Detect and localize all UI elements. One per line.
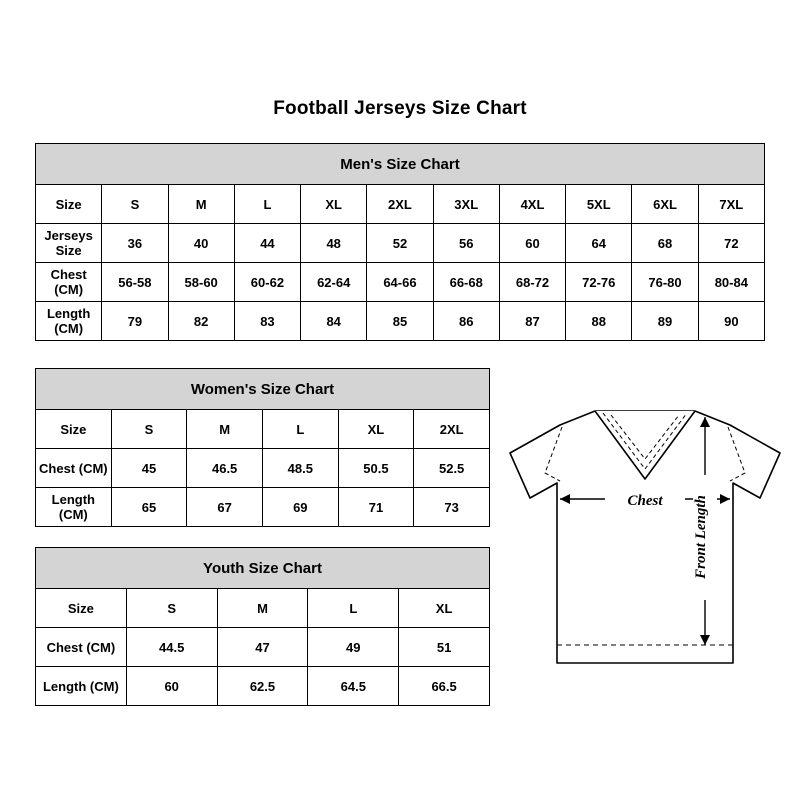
table-header-row [36,369,490,410]
womens-table-header: Women's Size Chart [36,369,490,410]
table-cell: 40 [168,224,234,263]
table-cell: 68-72 [499,263,565,302]
table-cell: 7XL [698,185,764,224]
table-cell: 56 [433,224,499,263]
table-cell: 6XL [632,185,698,224]
table-cell: 60 [499,224,565,263]
row-label: Jerseys Size [36,224,102,263]
row-label: Length (CM) [36,488,112,527]
table-cell: 2XL [367,185,433,224]
table-cell: M [187,410,263,449]
youth-table-header: Youth Size Chart [36,548,490,589]
table-cell: 2XL [414,410,490,449]
table-cell: 49 [308,628,399,667]
row-label: Size [36,589,127,628]
table-cell: 88 [566,302,632,341]
row-label: Size [36,185,102,224]
table-cell: 76-80 [632,263,698,302]
table-cell: 62.5 [217,667,308,706]
table-cell: S [126,589,217,628]
table-cell: 36 [102,224,168,263]
table-cell: 48.5 [262,449,338,488]
table-cell: 72-76 [566,263,632,302]
row-label: Chest (CM) [36,628,127,667]
table-cell: 89 [632,302,698,341]
row-label: Chest (CM) [36,449,112,488]
table-cell: XL [301,185,367,224]
table-row [36,449,490,488]
row-label: Chest (CM) [36,263,102,302]
table-row [36,263,765,302]
table-cell: 64 [566,224,632,263]
table-cell: 44.5 [126,628,217,667]
table-cell: L [262,410,338,449]
table-row [36,302,765,341]
table-cell: 73 [414,488,490,527]
table-cell: 48 [301,224,367,263]
table-cell: 5XL [566,185,632,224]
row-label: Length (CM) [36,302,102,341]
table-cell: 62-64 [301,263,367,302]
table-cell: 4XL [499,185,565,224]
table-cell: 66-68 [433,263,499,302]
table-cell: 80-84 [698,263,764,302]
mens-table-header: Men's Size Chart [36,144,765,185]
table-cell: 72 [698,224,764,263]
table-row [36,488,490,527]
table-cell: 52 [367,224,433,263]
table-cell: 56-58 [102,263,168,302]
row-label: Size [36,410,112,449]
table-cell: 47 [217,628,308,667]
table-cell: 69 [262,488,338,527]
front-length-label: Front Length [693,495,709,579]
table-cell: 51 [399,628,490,667]
table-cell: S [111,410,187,449]
mens-size-chart-table [35,143,765,341]
table-cell: 50.5 [338,449,414,488]
table-cell: L [234,185,300,224]
table-cell: XL [399,589,490,628]
table-cell: 60-62 [234,263,300,302]
table-cell: S [102,185,168,224]
table-cell: 83 [234,302,300,341]
table-header-row [36,548,490,589]
table-cell: 64.5 [308,667,399,706]
table-cell: 68 [632,224,698,263]
table-row [36,628,490,667]
table-cell: 79 [102,302,168,341]
table-cell: 85 [367,302,433,341]
table-cell: L [308,589,399,628]
table-cell: 87 [499,302,565,341]
table-cell: 58-60 [168,263,234,302]
table-cell: 82 [168,302,234,341]
table-cell: 66.5 [399,667,490,706]
chest-label: Chest [627,493,663,509]
table-row [36,185,765,224]
table-cell: 86 [433,302,499,341]
table-cell: M [168,185,234,224]
table-row [36,224,765,263]
table-cell: 3XL [433,185,499,224]
youth-size-chart-table [35,547,490,706]
table-cell: 60 [126,667,217,706]
table-cell: XL [338,410,414,449]
table-cell: 65 [111,488,187,527]
page-title: Football Jerseys Size Chart [273,98,527,119]
womens-size-chart-table [35,368,490,527]
table-row [36,410,490,449]
table-cell: 71 [338,488,414,527]
table-cell: 52.5 [414,449,490,488]
table-row [36,589,490,628]
table-cell: 90 [698,302,764,341]
jersey-measurement-diagram [500,395,790,695]
table-cell: M [217,589,308,628]
table-cell: 84 [301,302,367,341]
table-cell: 67 [187,488,263,527]
table-header-row [36,144,765,185]
row-label: Length (CM) [36,667,127,706]
table-row [36,667,490,706]
table-cell: 46.5 [187,449,263,488]
table-cell: 45 [111,449,187,488]
table-cell: 44 [234,224,300,263]
table-cell: 64-66 [367,263,433,302]
